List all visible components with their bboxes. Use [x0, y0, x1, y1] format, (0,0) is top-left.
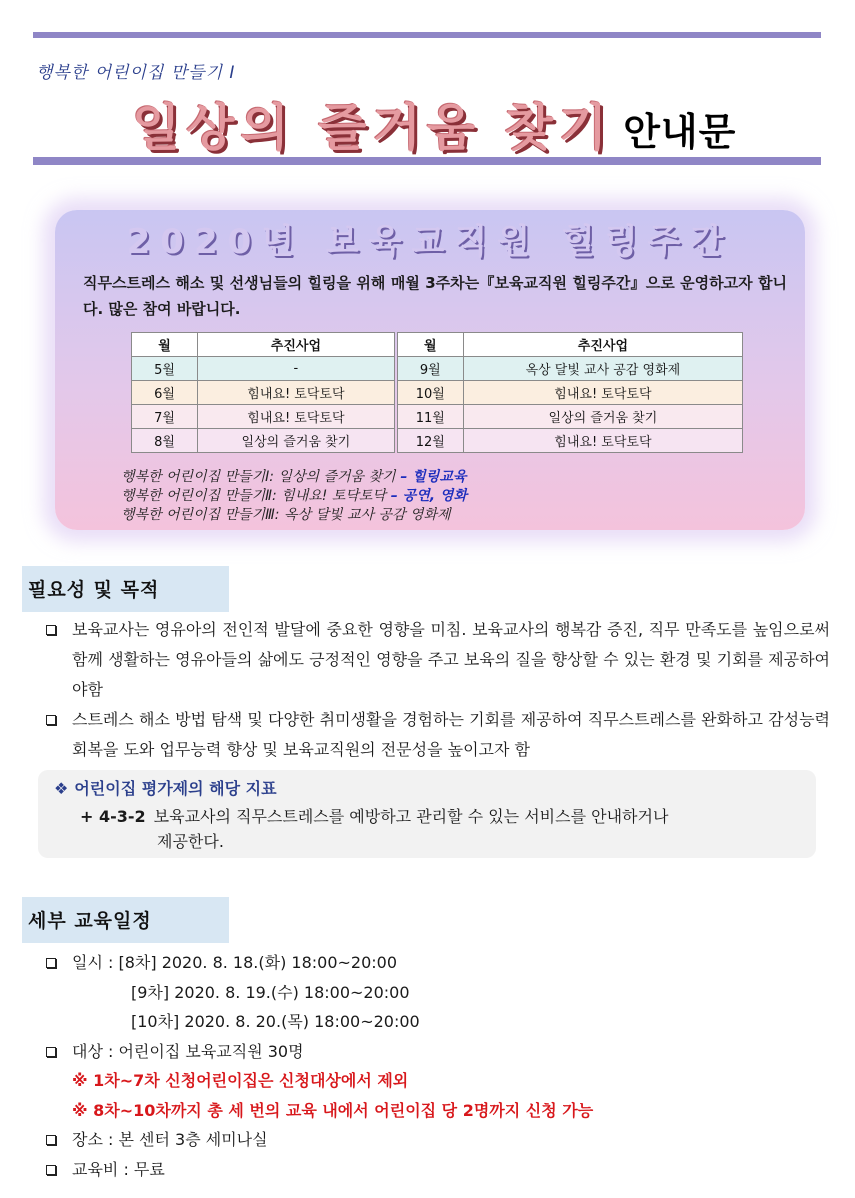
date-line [40, 978, 830, 1008]
session-date: [10차] 2020. 8. 20.(목) 18:00~20:00 [131, 1012, 420, 1031]
table-row [132, 381, 743, 405]
month-cell: 9월 [397, 357, 463, 381]
month-cell: 10월 [397, 381, 463, 405]
banner-title: 2020년 보육교직원 힐링주간 [126, 222, 734, 262]
checkbox-bullet-icon [46, 715, 56, 725]
criteria-title: ❖ 어린이집 평가제의 해당 지표 [54, 779, 277, 798]
table-header: 월 [397, 333, 463, 357]
program-cell: 일상의 즐거움 찾기 [463, 405, 742, 429]
banner-notes [121, 468, 467, 525]
checkbox-bullet-icon [46, 1165, 56, 1175]
month-cell: 11월 [397, 405, 463, 429]
program-cell: 힘내요! 토닥토닥 [198, 405, 395, 429]
schedule-heading: 세부 교육일정 [22, 897, 229, 943]
title-suffix: 안내문 [623, 110, 737, 154]
month-cell: 7월 [132, 405, 198, 429]
warning-line: ※ 8차~10차까지 총 세 번의 교육 내에서 어린이집 당 2명까지 신청 가능 [72, 1100, 594, 1120]
table-header-row [132, 333, 743, 357]
list-item: 스트레스 해소 방법 탐색 및 다양한 취미생활을 경험하는 기회를 제공하여 직무스트레스를 완화하고 감성능력회복을 도와 업무능력 향상 및 보육교직원의 전문성을 높이고자 함 [40, 705, 830, 765]
checkbox-bullet-icon [46, 1135, 56, 1145]
session-date: [9차] 2020. 8. 19.(수) 18:00~20:00 [131, 982, 410, 1002]
page-title [132, 88, 736, 160]
date-line: 일시 : [8차] 2020. 8. 18.(화) 18:00~20:00 [40, 948, 830, 978]
warning-line: ※ 1차~7차 신청어린이집은 신청대상에서 제외 [72, 1071, 409, 1090]
date-line [40, 1007, 830, 1037]
note-line: 행복한 어린이집 만들기Ⅲ: 옥상 달빛 교사 공감 영화제 [121, 507, 451, 523]
evaluation-criteria-box [38, 770, 816, 858]
table-row [132, 405, 743, 429]
slogan: 행복한 어린이집 만들기 I [36, 63, 236, 83]
criteria-body [80, 804, 668, 854]
checkbox-bullet-icon [46, 625, 56, 635]
program-cell: 힘내요! 토닥토닥 [198, 381, 395, 405]
checkbox-bullet-icon [46, 958, 56, 968]
table-header: 월 [132, 333, 198, 357]
list-item: 보육교사는 영유아의 전인적 발달에 중요한 영향을 미침. 보육교사의 행복감 증진, 직무 만족도를 높임으로써 함께 생활하는 영유아들의 삶에도 긍정적인 영향을 주고 보육의 질을 향상할 수 있는 환경 및 기회를 제공하여야함 [40, 615, 830, 705]
target-line: 대상 : 어린이집 보육교직원 30명 [40, 1037, 830, 1067]
session-date: [8차] 2020. 8. 18.(화) 18:00~20:00 [118, 953, 398, 972]
title-main: 일상의 즐거움 찾기 [132, 99, 614, 157]
table-row [132, 357, 743, 381]
month-cell: 8월 [132, 429, 198, 453]
note-line: 행복한 어린이집 만들기Ⅰ: 일상의 즐거움 찾기 – 힐링교육 [121, 469, 467, 485]
schedule-details [40, 948, 830, 1184]
month-cell: 5월 [132, 357, 198, 381]
purpose-heading: 필요성 및 목적 [22, 566, 229, 612]
bottom-rule [33, 157, 821, 165]
checkbox-bullet-icon [46, 1047, 56, 1057]
criteria-text-cont: 제공한다. [157, 832, 224, 851]
criteria-code: + 4-3-2 [80, 807, 146, 826]
table-header: 추진사업 [463, 333, 742, 357]
month-cell: 6월 [132, 381, 198, 405]
place-line: 장소 : 본 센터 3층 세미나실 [40, 1125, 830, 1155]
program-cell: 힘내요! 토닥토닥 [463, 381, 742, 405]
program-cell: 옥상 달빛 교사 공감 영화제 [463, 357, 742, 381]
schedule-table [131, 332, 743, 453]
table-row [132, 429, 743, 453]
fee-line: 교육비 : 무료 [40, 1155, 830, 1185]
table-header: 추진사업 [198, 333, 395, 357]
criteria-text: 보육교사의 직무스트레스를 예방하고 관리할 수 있는 서비스를 안내하거나 [153, 807, 669, 826]
diamond-bullet-icon: ❖ [54, 779, 69, 798]
program-cell: 힘내요! 토닥토닥 [463, 429, 742, 453]
top-rule [33, 32, 821, 38]
healing-week-banner [55, 210, 805, 530]
banner-description: 직무스트레스 해소 및 선생님들의 힐링을 위해 매월 3주차는『보육교직원 힐링주간』으로 운영하고자 합니다. 많은 참여 바랍니다. [83, 274, 787, 318]
purpose-list [40, 615, 830, 765]
note-line: 행복한 어린이집 만들기Ⅱ: 힘내요! 토닥토닥 – 공연, 영화 [121, 488, 467, 504]
program-cell: 일상의 즐거움 찾기 [198, 429, 395, 453]
program-cell: - [198, 357, 395, 381]
month-cell: 12월 [397, 429, 463, 453]
